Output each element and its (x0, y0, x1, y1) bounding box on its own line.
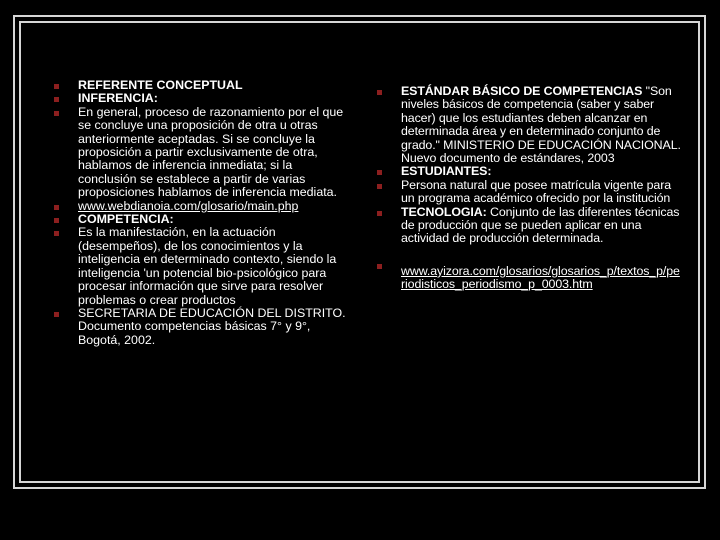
heading-inferencia: INFERENCIA: (78, 91, 158, 106)
tecnologia-definition (401, 206, 682, 246)
list-item (54, 79, 354, 92)
list-item (54, 307, 354, 347)
right-column (377, 85, 682, 292)
heading-referente-conceptual: REFERENTE CONCEPTUAL (78, 78, 243, 92)
ayizora-link[interactable]: www.ayizora.com/glosarios/glosarios_p/textos_p/periodisticos_periodismo_p_0003.htm (401, 263, 680, 292)
inferencia-definition: En general, proceso de razonamiento por el que se concluye una proposición de otra u otras anteriormente aceptadas. Si se concluye la proposición a partir exclusivamente de otra, hablamos de inferencia inmediata; si la conclusión se establece a partir de varias proposiciones hablamos de inferencia mediata. (78, 104, 344, 200)
bullet-icon (54, 111, 59, 116)
list-item (54, 213, 354, 226)
list-item (54, 226, 354, 306)
bullet-icon (377, 211, 382, 216)
heading-estudiantes: ESTUDIANTES: (401, 164, 492, 179)
bullet-icon (54, 231, 59, 236)
estudiantes-definition: Persona natural que posee matrícula vigente para un programa académico ofrecido por la institución (401, 177, 672, 206)
bullet-icon (54, 312, 59, 317)
estandar-definition (401, 85, 682, 165)
bullet-icon (377, 170, 382, 175)
secretaria-citation: SECRETARIA DE EDUCACIÓN DEL DISTRITO. Documento competencias básicas 7° y 9°, Bogotá, 2002. (78, 305, 346, 347)
estandar-text: "Son niveles básicos de competencia (saber y saber hacer) que los estudiantes deben alcanzar en determinada área y en determinado conjunto de grado." MINISTERIO DE EDUCACIÓN NACIONAL. Nuevo documento de estándares, 2003 (401, 84, 681, 166)
bullet-icon (54, 84, 59, 89)
list-item (377, 165, 682, 178)
list-item (54, 106, 354, 200)
competencia-definition: Es la manifestación, en la actuación (desempeños), de los conocimientos y la inteligencia en determinado contexto, siendo la inteligencia 'un potencial bio-psicológico para procesar información que sirve para resolver problemas o crear productos (78, 225, 337, 307)
bullet-icon (377, 184, 382, 189)
heading-tecnologia: TECNOLOGIA: (401, 204, 487, 219)
bullet-icon (377, 264, 382, 269)
list-item (377, 206, 682, 246)
list-item (377, 259, 682, 292)
bullet-icon (54, 218, 59, 223)
tecnologia-text: Conjunto de las diferentes técnicas de producción que se pueden aplicar en una actividad de producción determinada. (401, 204, 680, 246)
left-column (54, 79, 354, 347)
webdianoia-link[interactable]: www.webdianoia.com/glosario/main.php (78, 198, 299, 213)
heading-estandar: ESTÁNDAR BÁSICO DE COMPETENCIAS (401, 84, 643, 98)
bullet-icon (54, 97, 59, 102)
heading-competencia: COMPETENCIA: (78, 212, 174, 227)
list-item (54, 92, 354, 105)
bullet-icon (377, 90, 382, 95)
bullet-icon (54, 205, 59, 210)
list-item (54, 200, 354, 213)
list-item (377, 179, 682, 206)
list-item (377, 85, 682, 165)
